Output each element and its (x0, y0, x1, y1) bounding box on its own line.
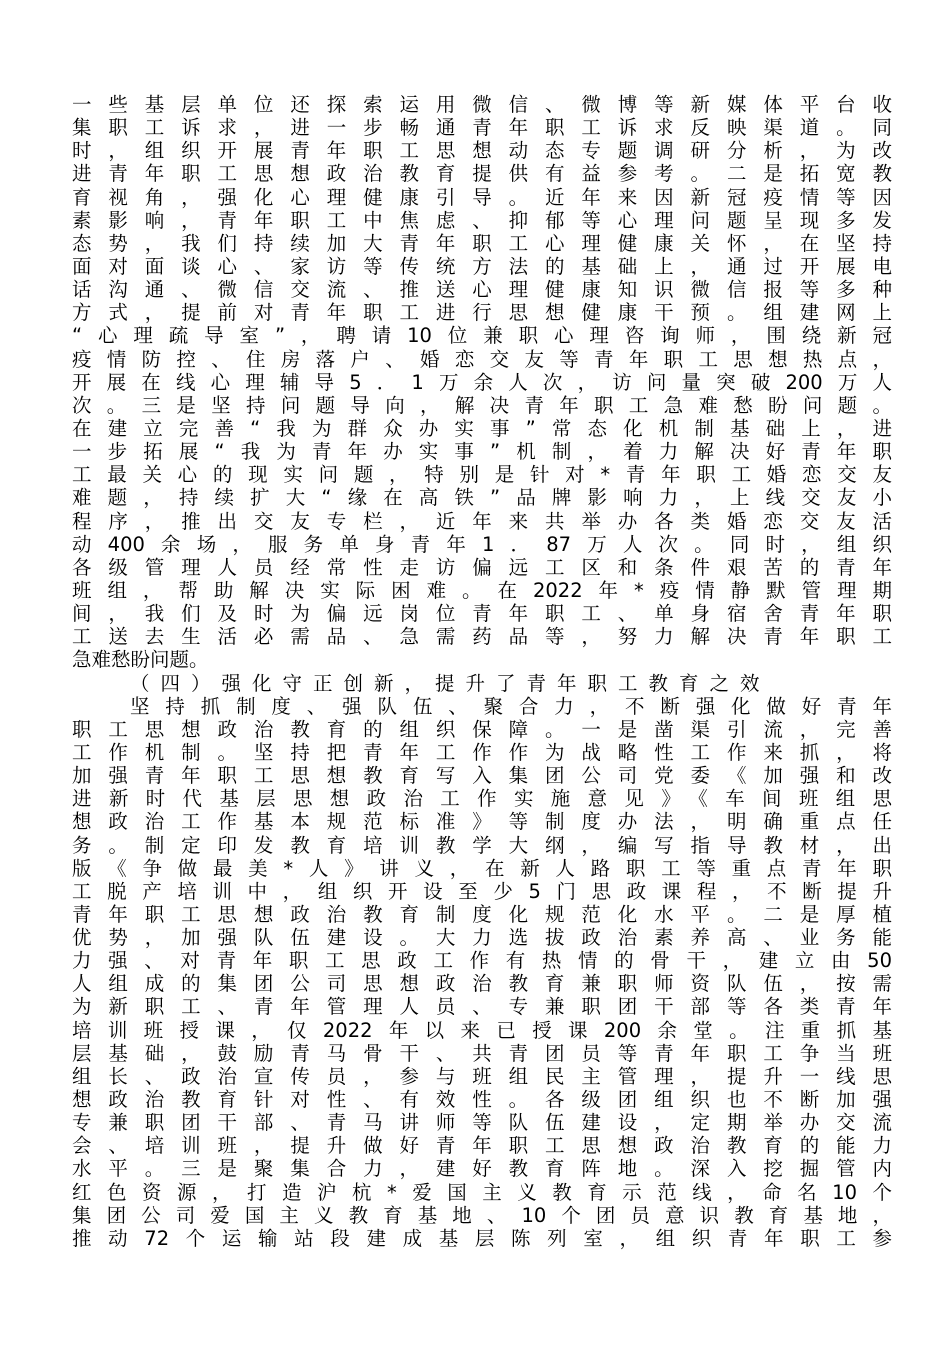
text-line: 在建立完善“我为群众办实事”常态化机制基础上，进 (72, 416, 892, 440)
text-line: 育视角，强化心理健康引导。近年来因新冠疫情等因 (72, 185, 892, 209)
text-line: 开展在线心理辅导5．1万余人次，访问量突破200万人 (72, 370, 892, 394)
text-line: 面对面谈心、家访等传统方法的基础上，通过开展电 (72, 254, 892, 278)
text-line: 为新职工、青年管理人员、专兼职团干部等各类青年 (72, 995, 892, 1019)
text-line: 各级管理人员经常性走访偏远工区和条件艰苦的青年 (72, 555, 892, 579)
text-line: 间，我们及时为偏远岗位青年职工、单身宿舍青年职 (72, 602, 892, 626)
text-line: 次。三是坚持问题导向，解决青年职工急难愁盼问题。 (72, 393, 892, 417)
text-line: 素影响，青年职工中焦虑、抑郁等心理问题呈现多发 (72, 208, 892, 232)
text-line: 版《争做最美*人》讲义，在新人路职工等重点青年职 (72, 856, 892, 880)
text-line: 红色资源，打造沪杭*爱国主义教育示范线，命名10个 (72, 1180, 892, 1204)
text-line: 工送去生活必需品、急需药品等，努力解决青年职工 (72, 625, 892, 649)
text-line: 动400余场，服务单身青年1．87万人次。同时，组织 (72, 532, 892, 556)
paragraph-end-line: 急难愁盼问题。 (72, 648, 209, 672)
text-line: 职工思想政治教育的组织保障。一是凿渠引流，完善 (72, 717, 892, 741)
section-heading: （四）强化守正创新，提升了青年职工教育之效 (130, 671, 771, 695)
text-line: 人组成的集团公司思想政治教育兼职师资队伍，按需 (72, 972, 892, 996)
text-line: 想政治教育针对性、有效性。各级团组织也不断加强 (72, 1088, 892, 1112)
text-line: 会、培训班，提升做好青年职工思想政治教育的能力 (72, 1134, 892, 1158)
text-line: 组长、政治宣传员，参与班组民主管理，提升一线思 (72, 1064, 892, 1088)
text-line: 态势，我们持续加大青年职工心理健康关怀，在坚持 (72, 231, 892, 255)
text-line: 进青年职工思想政治教育提供有益参考。二是拓宽教 (72, 162, 892, 186)
text-line: 疫情防控、住房落户、婚恋交友等青年职工思想热点， (72, 347, 892, 371)
text-line: 专兼职团干部、青马讲师等队伍建设，定期举办交流 (72, 1111, 892, 1135)
text-line: 青年职工思想政治教育制度化规范化水平。二是厚植 (72, 902, 892, 926)
text-line: 集团公司爱国主义教育基地、10个团员意识教育基地， (72, 1203, 892, 1227)
text-line: 加强青年职工思想教育写入集团公司党委《加强和改 (72, 764, 892, 788)
text-line: 工作机制。坚持把青年工作作为战略性工作来抓，将 (72, 740, 892, 764)
text-line: 难题，持续扩大“缘在高铁”品牌影响力，上线交友小 (72, 486, 892, 510)
text-line: 时，组织开展青年职工思想动态专题调研分析，为改 (72, 139, 892, 163)
body-text (72, 93, 892, 1250)
text-line: 工脱产培训中，组织开设至少5门思政课程，不断提升 (72, 879, 892, 903)
text-line: 培训班授课，仅2022年以来已授课200余堂。注重抓基 (72, 1018, 892, 1042)
text-line: 优势，加强队伍建设。大力选拔政治素养高、业务能 (72, 926, 892, 950)
text-line: 务。制定印发教育培训教学大纲，编写指导教材，出 (72, 833, 892, 857)
text-line: 层基础，鼓励青马骨干、共青团员等青年职工争当班 (72, 1041, 892, 1065)
text-line: 集职工诉求，进一步畅通青年职工诉求反映渠道。同 (72, 116, 892, 140)
text-line: 班组，帮助解决实际困难。在2022年*疫情静默管理期 (72, 578, 892, 602)
text-line: 程序，推出交友专栏，近年来共举办各类婚恋交友活 (72, 509, 892, 533)
text-line: 进新时代基层思想政治工作实施意见》《车间班组思 (72, 787, 892, 811)
text-line: 水平。三是聚集合力，建好教育阵地。深入挖掘管内 (72, 1157, 892, 1181)
text-line: 想政治工作基本规范标准》等制度办法，明确重点任 (72, 810, 892, 834)
text-line: 力强、对青年职工思政工作有热情的骨干，建立由50 (72, 949, 892, 973)
text-line: “心理疏导室”，聘请10位兼职心理咨询师，围绕新冠 (72, 324, 892, 348)
text-line: 工最关心的现实问题，特别是针对*青年职工婚恋交友 (72, 463, 892, 487)
text-line: 方式，提前对青年职工进行思想健康干预。组建网上 (72, 301, 892, 325)
text-line: 话沟通、微信交流、推送心理健康知识微信报等多种 (72, 278, 892, 302)
text-line: 一些基层单位还探索运用微信、微博等新媒体平台收 (72, 93, 892, 116)
text-line: 一步拓展“我为青年办实事”机制，着力解决好青年职 (72, 440, 892, 464)
paragraph-first-line: 坚持抓制度、强队伍、聚合力，不断强化做好青年 (130, 694, 892, 718)
text-line: 推动72个运输站段建成基层陈列室，组织青年职工参 (72, 1226, 892, 1250)
